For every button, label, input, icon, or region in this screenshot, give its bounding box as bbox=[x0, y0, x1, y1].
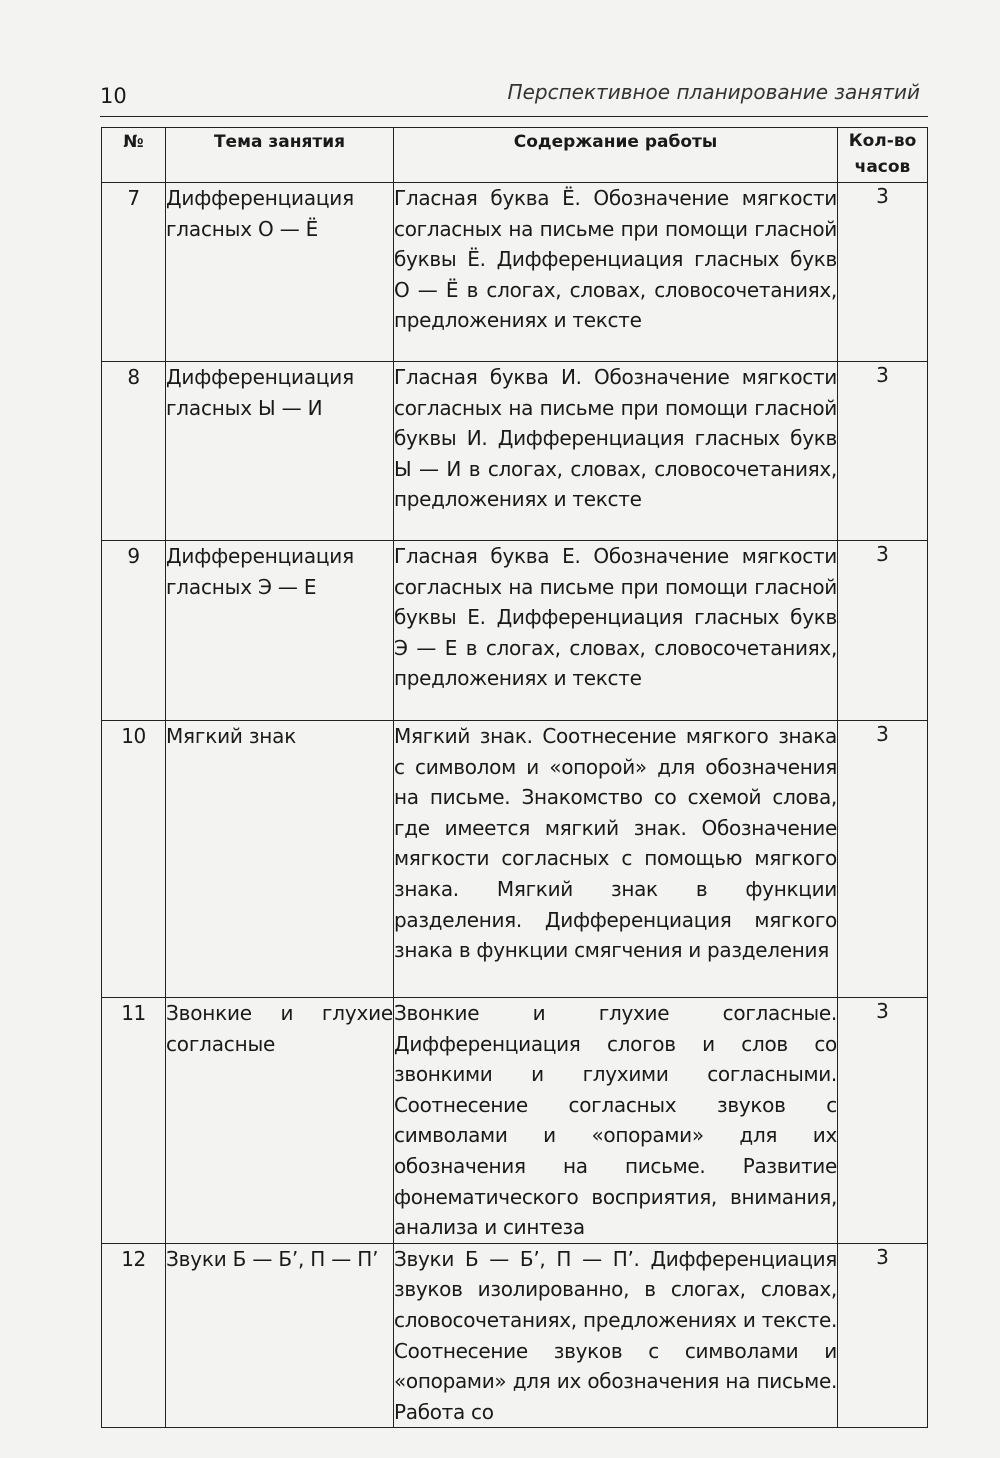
row-content: Гласная буква И. Обозначение мягкости согласных на письме при помощи гласной буквы И. Дифференциация гласных букв Ы — И в слогах, словах, словосочетаниях, предложениях и тексте bbox=[394, 362, 838, 541]
table-header-row bbox=[102, 128, 928, 183]
row-num: 11 bbox=[102, 998, 166, 1244]
header-hours bbox=[838, 128, 928, 183]
row-topic: Дифференциация гласных Ы — И bbox=[166, 362, 394, 541]
row-content: Гласная буква Е. Обозначение мягкости согласных на письме при помощи гласной буквы Е. Дифференциация гласных букв Э — Е в слогах, словах, словосочетаниях, предложениях и тексте bbox=[394, 541, 838, 721]
row-num: 12 bbox=[102, 1243, 166, 1428]
row-topic: Дифференциация гласных Э — Е bbox=[166, 541, 394, 721]
row-topic: Мягкий знак bbox=[166, 721, 394, 998]
table-row bbox=[102, 183, 928, 362]
row-hours: 3 bbox=[838, 721, 928, 998]
running-header: Перспективное планирование занятий bbox=[507, 80, 920, 104]
row-hours: 3 bbox=[838, 998, 928, 1244]
row-num: 10 bbox=[102, 721, 166, 998]
table-row bbox=[102, 362, 928, 541]
row-content: Звонкие и глухие согласные. Дифференциация слогов и слов со звонкими и глухими согласными. Соотнесение согласных звуков с символами и «опорами» для их обозначения на письме. Развитие фонематического восприятия, внимания, анализа и синтеза bbox=[394, 998, 838, 1244]
page-number: 10 bbox=[100, 84, 127, 108]
table-row bbox=[102, 1243, 928, 1428]
row-content: Гласная буква Ё. Обозначение мягкости согласных на письме при помощи гласной буквы Ё. Дифференциация гласных букв О — Ё в слогах, словах, словосочетаниях, предложениях и тексте bbox=[394, 183, 838, 362]
row-hours: 3 bbox=[838, 1243, 928, 1428]
row-topic: Дифференциация гласных О — Ё bbox=[166, 183, 394, 362]
lesson-plan-table bbox=[101, 127, 928, 1428]
header-hours-line2: часов bbox=[854, 157, 911, 177]
table-row bbox=[102, 541, 928, 721]
header-topic: Тема занятия bbox=[166, 128, 394, 183]
row-topic: Звуки Б — Б’, П — П’ bbox=[166, 1243, 394, 1428]
row-hours: 3 bbox=[838, 362, 928, 541]
header-rule bbox=[100, 116, 928, 117]
header-num: № bbox=[102, 128, 166, 183]
row-content: Мягкий знак. Соотнесение мягкого знака с символом и «опорой» для обозначения на письме. Знакомство со схемой слова, где имеется мягкий знак. Обозначение мягкости согласных с помощью мягкого знака. Мягкий знак в функции разделения. Дифференциация мягкого знака в функции смягчения и разделения bbox=[394, 721, 838, 998]
table-row bbox=[102, 998, 928, 1244]
header-hours-line1: Кол-во bbox=[848, 131, 917, 151]
row-hours: 3 bbox=[838, 183, 928, 362]
row-num: 8 bbox=[102, 362, 166, 541]
row-topic: Звонкие и глухие согласные bbox=[166, 998, 394, 1244]
row-hours: 3 bbox=[838, 541, 928, 721]
table-row bbox=[102, 721, 928, 998]
header-content: Содержание работы bbox=[394, 128, 838, 183]
row-content: Звуки Б — Б’, П — П’. Дифференциация звуков изолированно, в слогах, словах, словосочетаниях, предложениях и тексте. Соотнесение звуков с символами и «опорами» для их обозначения на письме. Работа со bbox=[394, 1243, 838, 1428]
row-num: 7 bbox=[102, 183, 166, 362]
row-num: 9 bbox=[102, 541, 166, 721]
